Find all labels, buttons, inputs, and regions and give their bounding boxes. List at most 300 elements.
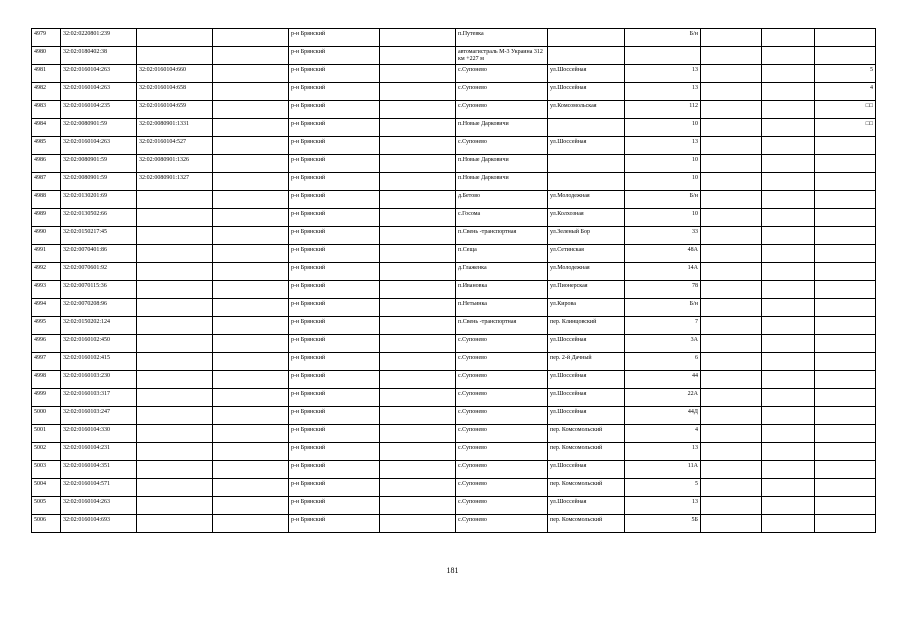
cell-empty	[701, 443, 762, 461]
cell-empty	[380, 173, 456, 191]
table-row	[32, 425, 876, 443]
cell-unit	[815, 497, 876, 515]
cell-unit	[815, 461, 876, 479]
cell-empty	[701, 515, 762, 533]
cell-empty	[762, 443, 815, 461]
cell-unit	[815, 335, 876, 353]
cell-settlement: с.Супонево	[456, 407, 548, 425]
cell-empty	[701, 281, 762, 299]
cell-settlement: п.Ивановка	[456, 281, 548, 299]
cell-record-number: 5006	[32, 515, 61, 533]
cell-empty	[701, 371, 762, 389]
cell-cadastral-number-2	[137, 47, 213, 65]
cell-district: р-н Брянский	[289, 245, 380, 263]
cell-house: 44	[625, 371, 701, 389]
cell-empty	[380, 425, 456, 443]
cell-record-number: 4996	[32, 335, 61, 353]
cell-street: ул.Шоссейная	[548, 335, 625, 353]
cell-district: р-н Брянский	[289, 353, 380, 371]
cell-record-number: 4991	[32, 245, 61, 263]
cell-house: 10	[625, 209, 701, 227]
cell-cadastral-number: 32:02:0160104:330	[61, 425, 137, 443]
cell-cadastral-number-2	[137, 479, 213, 497]
cell-house: 13	[625, 137, 701, 155]
cell-empty	[380, 443, 456, 461]
table-row	[32, 479, 876, 497]
cell-settlement: с.Супонево	[456, 101, 548, 119]
cell-house: 3А	[625, 335, 701, 353]
cell-street: ул.Шоссейная	[548, 137, 625, 155]
cell-cadastral-number-2	[137, 443, 213, 461]
table-row	[32, 209, 876, 227]
cell-house: Б/н	[625, 191, 701, 209]
cell-district: р-н Брянский	[289, 155, 380, 173]
cell-record-number: 4983	[32, 101, 61, 119]
cell-empty	[380, 65, 456, 83]
cell-empty	[762, 389, 815, 407]
cell-record-number: 5002	[32, 443, 61, 461]
cell-empty	[213, 461, 289, 479]
cell-record-number: 4988	[32, 191, 61, 209]
cell-record-number: 4989	[32, 209, 61, 227]
cell-cadastral-number: 32:02:0160104:263	[61, 65, 137, 83]
cell-empty	[762, 227, 815, 245]
cell-empty	[762, 29, 815, 47]
cell-cadastral-number: 32:02:0160102:450	[61, 335, 137, 353]
table-row	[32, 371, 876, 389]
cell-empty	[762, 461, 815, 479]
cell-record-number: 4984	[32, 119, 61, 137]
cell-record-number: 4985	[32, 137, 61, 155]
registry-body	[32, 29, 876, 533]
cell-district: р-н Брянский	[289, 515, 380, 533]
table-row	[32, 119, 876, 137]
cell-settlement: с.Супонево	[456, 137, 548, 155]
cell-cadastral-number: 32:02:0160104:571	[61, 479, 137, 497]
cell-empty	[380, 389, 456, 407]
cell-empty	[213, 191, 289, 209]
cell-empty	[762, 101, 815, 119]
cell-cadastral-number-2	[137, 299, 213, 317]
cell-empty	[701, 299, 762, 317]
cell-empty	[762, 191, 815, 209]
page-number: 181	[446, 566, 459, 575]
cell-district: р-н Брянский	[289, 461, 380, 479]
cell-cadastral-number-2	[137, 353, 213, 371]
cell-settlement: п.Свень -транспортная	[456, 317, 548, 335]
cell-district: р-н Брянский	[289, 227, 380, 245]
cell-district: р-н Брянский	[289, 335, 380, 353]
cell-district: р-н Брянский	[289, 407, 380, 425]
cell-empty	[762, 173, 815, 191]
cell-settlement: с.Супонево	[456, 335, 548, 353]
cell-street: ул.Зеленый Бор	[548, 227, 625, 245]
cell-settlement: д.Бетово	[456, 191, 548, 209]
cell-house: 33	[625, 227, 701, 245]
cell-house: 22А	[625, 389, 701, 407]
cell-cadastral-number: 32:02:0160104:235	[61, 101, 137, 119]
cell-unit	[815, 299, 876, 317]
cell-empty	[701, 173, 762, 191]
cell-cadastral-number: 32:02:0220801:239	[61, 29, 137, 47]
cell-street: пер. Комсомольский	[548, 443, 625, 461]
cell-district: р-н Брянский	[289, 47, 380, 65]
cell-street: ул.Колхозная	[548, 209, 625, 227]
cell-settlement: п.Новые Дарковичи	[456, 119, 548, 137]
cell-unit	[815, 425, 876, 443]
cell-cadastral-number: 32:02:0080901:59	[61, 155, 137, 173]
cell-cadastral-number-2: 32:02:0160104:659	[137, 101, 213, 119]
cell-empty	[213, 299, 289, 317]
cell-unit	[815, 317, 876, 335]
cell-street	[548, 173, 625, 191]
cell-cadastral-number-2	[137, 497, 213, 515]
cell-empty	[701, 155, 762, 173]
cell-street: ул.Шоссейная	[548, 389, 625, 407]
cell-street: ул.Шоссейная	[548, 83, 625, 101]
cell-settlement: с.Супонево	[456, 479, 548, 497]
cell-empty	[380, 317, 456, 335]
cell-empty	[701, 83, 762, 101]
cell-cadastral-number: 32:02:0150217:45	[61, 227, 137, 245]
cell-settlement: с.Супонево	[456, 461, 548, 479]
cell-house: 10	[625, 173, 701, 191]
cell-empty	[380, 29, 456, 47]
cell-record-number: 4980	[32, 47, 61, 65]
cell-cadastral-number-2	[137, 515, 213, 533]
cell-record-number: 5005	[32, 497, 61, 515]
cell-cadastral-number: 32:02:0160104:231	[61, 443, 137, 461]
cell-settlement: с.Супонево	[456, 497, 548, 515]
cell-record-number: 5003	[32, 461, 61, 479]
cell-cadastral-number-2	[137, 227, 213, 245]
cell-cadastral-number: 32:02:0160103:247	[61, 407, 137, 425]
cell-house: 14А	[625, 263, 701, 281]
cell-house: 44Д	[625, 407, 701, 425]
cell-empty	[762, 155, 815, 173]
cell-district: р-н Брянский	[289, 83, 380, 101]
cell-cadastral-number-2	[137, 317, 213, 335]
cell-record-number: 4986	[32, 155, 61, 173]
cell-district: р-н Брянский	[289, 191, 380, 209]
cell-unit	[815, 389, 876, 407]
cell-cadastral-number: 32:02:0130502:66	[61, 209, 137, 227]
cell-empty	[701, 317, 762, 335]
cell-unit	[815, 353, 876, 371]
cell-unit	[815, 479, 876, 497]
cell-empty	[701, 209, 762, 227]
cell-cadastral-number-2: 32:02:0080901:1331	[137, 119, 213, 137]
cell-empty	[762, 407, 815, 425]
cell-district: р-н Брянский	[289, 425, 380, 443]
cell-street: ул.Пионерская	[548, 281, 625, 299]
cell-empty	[701, 263, 762, 281]
cell-empty	[701, 29, 762, 47]
cell-district: р-н Брянский	[289, 479, 380, 497]
cell-street	[548, 47, 625, 65]
cell-settlement: с.Супонево	[456, 65, 548, 83]
cell-cadastral-number: 32:02:0180402:38	[61, 47, 137, 65]
cell-empty	[213, 263, 289, 281]
cell-empty	[213, 353, 289, 371]
cell-cadastral-number-2	[137, 407, 213, 425]
cell-house: 48А	[625, 245, 701, 263]
cell-empty	[701, 47, 762, 65]
cell-unit	[815, 263, 876, 281]
cell-cadastral-number: 32:02:0080901:59	[61, 119, 137, 137]
cell-district: р-н Брянский	[289, 263, 380, 281]
cell-empty	[762, 353, 815, 371]
cell-empty	[380, 479, 456, 497]
cell-empty	[380, 497, 456, 515]
cell-district: р-н Брянский	[289, 497, 380, 515]
cell-settlement: с.Супонево	[456, 389, 548, 407]
cell-record-number: 4997	[32, 353, 61, 371]
cell-record-number: 4999	[32, 389, 61, 407]
table-row	[32, 173, 876, 191]
cell-empty	[701, 461, 762, 479]
cell-cadastral-number-2	[137, 263, 213, 281]
cell-empty	[380, 515, 456, 533]
cell-empty	[213, 155, 289, 173]
cell-empty	[213, 515, 289, 533]
cell-unit	[815, 47, 876, 65]
cell-settlement: п.Нетьинка	[456, 299, 548, 317]
cell-empty	[701, 245, 762, 263]
cell-empty	[380, 155, 456, 173]
cell-empty	[701, 227, 762, 245]
cell-empty	[762, 515, 815, 533]
cell-empty	[213, 479, 289, 497]
cell-house: 10	[625, 119, 701, 137]
cell-cadastral-number-2: 32:02:0080901:1326	[137, 155, 213, 173]
cell-empty	[213, 65, 289, 83]
cell-settlement: п.Сеща	[456, 245, 548, 263]
cell-empty	[213, 101, 289, 119]
cell-empty	[380, 47, 456, 65]
cell-district: р-н Брянский	[289, 65, 380, 83]
cell-empty	[762, 65, 815, 83]
cell-district: р-н Брянский	[289, 173, 380, 191]
cell-empty	[701, 137, 762, 155]
cell-empty	[380, 371, 456, 389]
cell-settlement: с.Супонево	[456, 83, 548, 101]
cell-house: 4	[625, 425, 701, 443]
cell-empty	[380, 101, 456, 119]
cell-record-number: 4982	[32, 83, 61, 101]
cell-district: р-н Брянский	[289, 101, 380, 119]
table-row	[32, 245, 876, 263]
cell-settlement: д.Глаженка	[456, 263, 548, 281]
cell-unit	[815, 227, 876, 245]
cell-record-number: 4993	[32, 281, 61, 299]
cell-house: 78	[625, 281, 701, 299]
cell-empty	[213, 47, 289, 65]
cell-record-number: 4995	[32, 317, 61, 335]
cell-unit	[815, 281, 876, 299]
cell-cadastral-number-2	[137, 245, 213, 263]
cell-district: р-н Брянский	[289, 119, 380, 137]
cell-house: 13	[625, 443, 701, 461]
cell-empty	[380, 407, 456, 425]
cell-empty	[762, 263, 815, 281]
cell-house: Б/н	[625, 299, 701, 317]
cell-house: 5	[625, 479, 701, 497]
cell-empty	[380, 353, 456, 371]
cell-street: пер. Комсомольский	[548, 515, 625, 533]
cell-empty	[762, 425, 815, 443]
cell-empty	[380, 119, 456, 137]
cell-empty	[380, 299, 456, 317]
cell-street: ул.Шоссейная	[548, 371, 625, 389]
cell-empty	[762, 479, 815, 497]
cell-empty	[762, 209, 815, 227]
cell-district: р-н Брянский	[289, 209, 380, 227]
cell-settlement: автомагистраль М-3 Украина 312 км +227 м	[456, 47, 548, 65]
cell-empty	[701, 65, 762, 83]
cell-empty	[701, 191, 762, 209]
cell-district: р-н Брянский	[289, 443, 380, 461]
table-row	[32, 443, 876, 461]
cell-house: 13	[625, 497, 701, 515]
cell-record-number: 4979	[32, 29, 61, 47]
table-row	[32, 47, 876, 65]
cell-empty	[213, 137, 289, 155]
cell-record-number: 4981	[32, 65, 61, 83]
cell-cadastral-number: 32:02:0070115:36	[61, 281, 137, 299]
cell-street: ул.Кирова	[548, 299, 625, 317]
table-row	[32, 83, 876, 101]
cell-cadastral-number-2	[137, 371, 213, 389]
cell-empty	[213, 335, 289, 353]
cell-empty	[213, 83, 289, 101]
cell-house: 112	[625, 101, 701, 119]
cell-empty	[701, 389, 762, 407]
cell-settlement: с.Супонево	[456, 371, 548, 389]
cell-street: пер. Комсомольский	[548, 425, 625, 443]
cell-empty	[213, 497, 289, 515]
cell-empty	[701, 479, 762, 497]
cell-unit	[815, 191, 876, 209]
cell-street: пер. Клинцовский	[548, 317, 625, 335]
cell-street: ул.Шоссейная	[548, 65, 625, 83]
cell-cadastral-number: 32:02:0160102:415	[61, 353, 137, 371]
cell-cadastral-number-2	[137, 425, 213, 443]
cell-settlement: п.Новые Дарковичи	[456, 155, 548, 173]
cell-district: р-н Брянский	[289, 371, 380, 389]
table-row	[32, 461, 876, 479]
table-row	[32, 29, 876, 47]
cell-record-number: 4992	[32, 263, 61, 281]
cell-cadastral-number-2	[137, 191, 213, 209]
cell-cadastral-number: 32:02:0160104:351	[61, 461, 137, 479]
table-row	[32, 407, 876, 425]
cell-empty	[380, 137, 456, 155]
cell-street: ул.Молодежная	[548, 263, 625, 281]
cell-empty	[213, 209, 289, 227]
cell-empty	[762, 47, 815, 65]
cell-unit: 5	[815, 65, 876, 83]
cell-empty	[213, 29, 289, 47]
cell-empty	[701, 425, 762, 443]
cell-empty	[213, 281, 289, 299]
cell-empty	[380, 245, 456, 263]
cell-house: 6	[625, 353, 701, 371]
cell-unit: 4	[815, 83, 876, 101]
cell-empty	[380, 335, 456, 353]
registry-table	[31, 28, 876, 533]
cell-cadastral-number: 32:02:0130201:69	[61, 191, 137, 209]
cell-empty	[380, 263, 456, 281]
cell-cadastral-number-2	[137, 209, 213, 227]
cell-empty	[380, 83, 456, 101]
table-row	[32, 497, 876, 515]
cell-unit	[815, 155, 876, 173]
cell-settlement: с.Супонево	[456, 425, 548, 443]
cell-house: Б/н	[625, 29, 701, 47]
cell-district: р-н Брянский	[289, 281, 380, 299]
cell-cadastral-number-2	[137, 461, 213, 479]
cell-unit	[815, 371, 876, 389]
cell-empty	[701, 407, 762, 425]
cell-cadastral-number: 32:02:0160104:263	[61, 83, 137, 101]
cell-empty	[762, 137, 815, 155]
cell-record-number: 4994	[32, 299, 61, 317]
cell-street	[548, 29, 625, 47]
cell-empty	[762, 371, 815, 389]
cell-house: 5Б	[625, 515, 701, 533]
cell-district: р-н Брянский	[289, 389, 380, 407]
table-row	[32, 299, 876, 317]
table-row	[32, 263, 876, 281]
table-row	[32, 515, 876, 533]
table-row	[32, 155, 876, 173]
cell-empty	[701, 119, 762, 137]
cell-street: ул.Комсомольская	[548, 101, 625, 119]
cell-cadastral-number: 32:02:0070601:92	[61, 263, 137, 281]
cell-cadastral-number: 32:02:0160104:263	[61, 497, 137, 515]
cell-cadastral-number: 32:02:0150202:124	[61, 317, 137, 335]
cell-cadastral-number: 32:02:0160103:230	[61, 371, 137, 389]
cell-empty	[213, 245, 289, 263]
cell-empty	[213, 173, 289, 191]
cell-house: 11А	[625, 461, 701, 479]
cell-empty	[762, 281, 815, 299]
cell-empty	[380, 281, 456, 299]
cell-street: пер. Комсомольский	[548, 479, 625, 497]
cell-settlement: с.Супонево	[456, 443, 548, 461]
table-row	[32, 101, 876, 119]
cell-unit: □□	[815, 119, 876, 137]
cell-settlement: с.Супонево	[456, 515, 548, 533]
table-row	[32, 317, 876, 335]
cell-district: р-н Брянский	[289, 317, 380, 335]
cell-cadastral-number-2: 32:02:0080901:1327	[137, 173, 213, 191]
cell-unit	[815, 443, 876, 461]
cell-house: 13	[625, 65, 701, 83]
cell-cadastral-number-2: 32:02:0160104:660	[137, 65, 213, 83]
cell-unit	[815, 209, 876, 227]
cell-cadastral-number: 32:02:0070401:86	[61, 245, 137, 263]
cell-street	[548, 119, 625, 137]
cell-street: ул.Молодежная	[548, 191, 625, 209]
cell-unit: □□	[815, 101, 876, 119]
cell-unit	[815, 29, 876, 47]
cell-street: ул.Сетинская	[548, 245, 625, 263]
cell-record-number: 5001	[32, 425, 61, 443]
cell-unit	[815, 137, 876, 155]
cell-cadastral-number-2: 32:02:0160104:527	[137, 137, 213, 155]
